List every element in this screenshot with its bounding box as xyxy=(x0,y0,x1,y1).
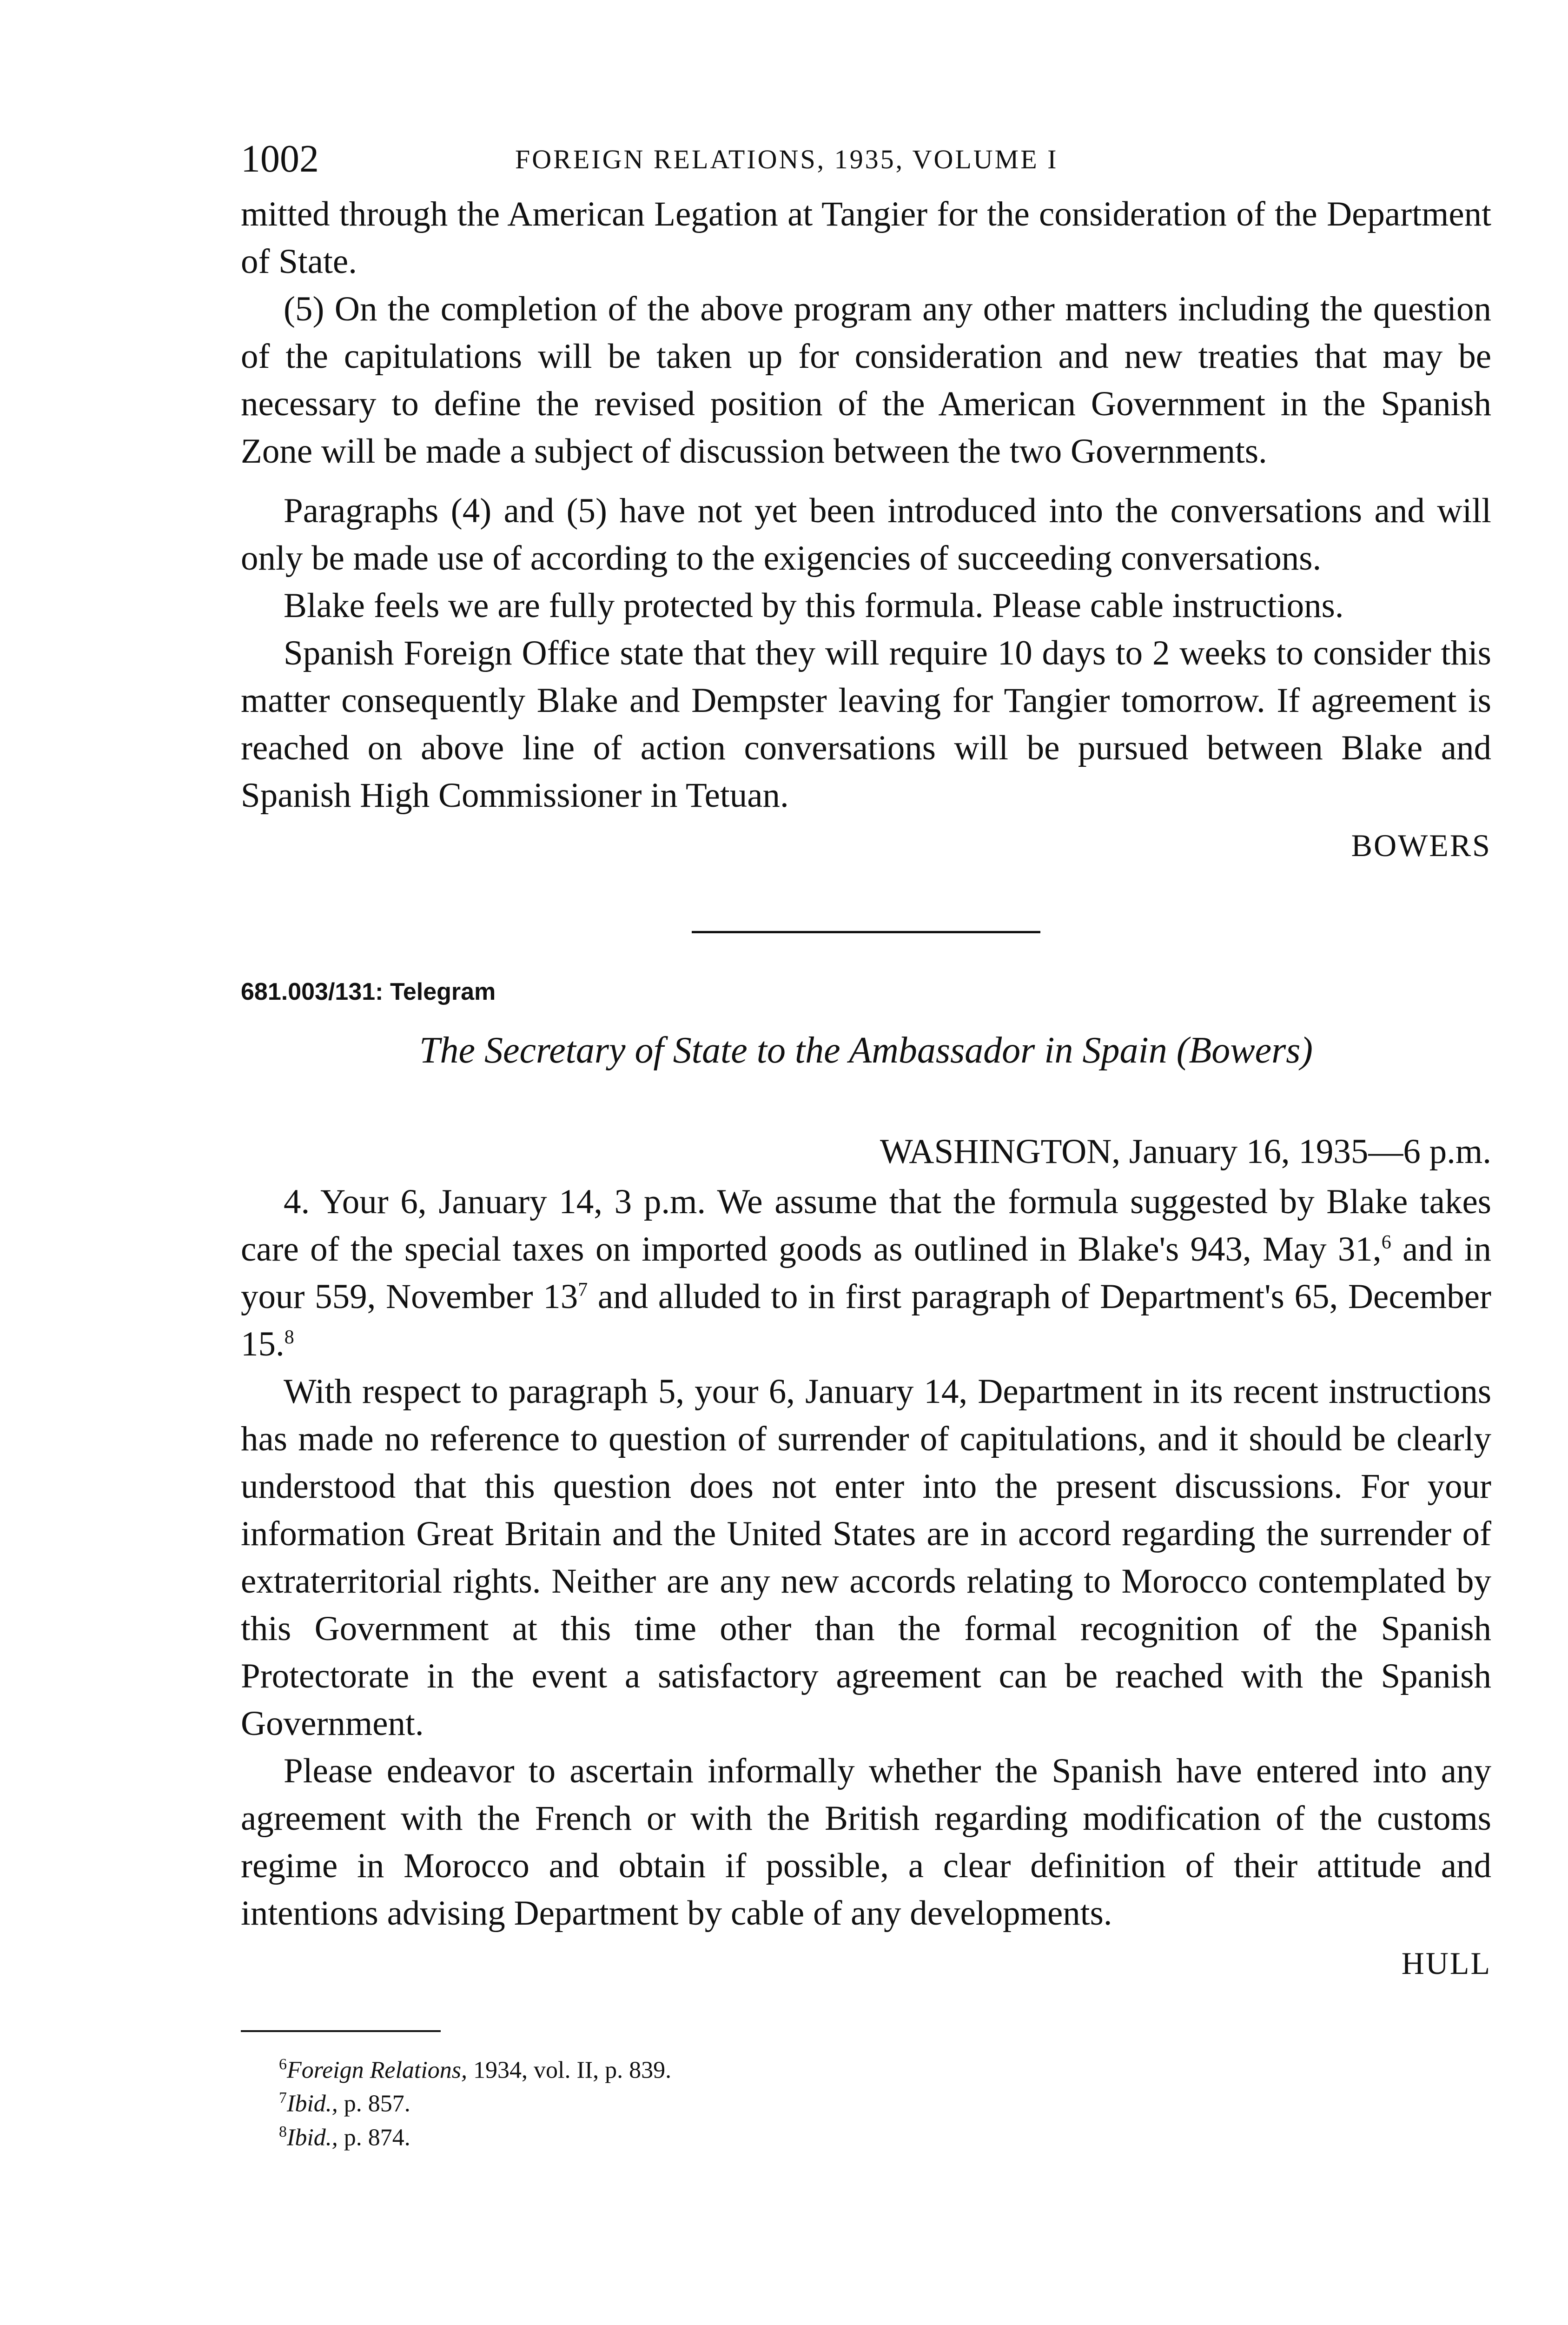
footnote-6-title: Foreign Relations, xyxy=(287,2057,468,2084)
continuation-paragraph-4: Blake feels we are fully protected by this formula. Please cable instructions. xyxy=(284,586,1344,625)
footnote-6-number: 6 xyxy=(279,2056,287,2073)
footnote-ref-7: 7 xyxy=(578,1279,588,1301)
telegram-paragraph-3: Please endeavor to ascertain informally whether the Spanish have entered into any agreement with the French or with the British regarding modification of the customs regime in Morocco and obtain if possible, a clear definition of their attitude and intentions advising Department by cable of any developments. xyxy=(241,1752,1491,1933)
continuation-paragraph-1: mitted through the American Legation at Tangier for the consideration of the Department of State. xyxy=(241,195,1491,281)
footnote-rule xyxy=(241,2030,441,2032)
document-title: The Secretary of State to the Ambassador in Spain (Bowers) xyxy=(419,1030,1313,1071)
footnote-7-number: 7 xyxy=(279,2089,287,2107)
continuation-section xyxy=(241,191,1491,819)
telegram-paragraph-1-text-c: and alluded to in first paragraph of Department's 65, December 15. xyxy=(241,1277,1492,1363)
telegram-paragraph-1-text-b: and in your 559, November 13 xyxy=(241,1230,1491,1316)
section-divider xyxy=(692,931,1040,933)
telegram-paragraph-2: With respect to paragraph 5, your 6, January 14, Department in its recent instructions has made no reference to question of surrender of capitulations, and it should be clearly understood that this question does not enter into the present discussions. For your information Great Britain and the United States are in accord regarding the surrender of extraterritorial rights. Neither are any new accords relating to Morocco contemplated by this Government at this time other than the formal recognition of the Spanish Protectorate in the event a satisfactory agreement can be reached with the Spanish Government. xyxy=(241,1372,1491,1743)
footnote-ref-8: 8 xyxy=(284,1327,294,1348)
footnotes xyxy=(241,2051,1491,2152)
continuation-paragraph-5: Spanish Foreign Office state that they will require 10 days to 2 weeks to consider this matter consequently Blake and Dempster leaving for Tangier tomorrow. If agreement is reached on above line of action conversations will be pursued between Blake and Spanish High Commissioner in Tetuan. xyxy=(241,634,1491,815)
dateline-place: WASHINGTON, xyxy=(880,1132,1121,1171)
page-header xyxy=(241,137,1491,191)
page-number: 1002 xyxy=(241,137,319,180)
footnote-ref-6: 6 xyxy=(1381,1232,1391,1253)
footnote-6 xyxy=(279,2051,1491,2084)
signature-bowers: BOWERS xyxy=(1351,828,1491,863)
document-page xyxy=(241,137,1492,2152)
dateline-date: January 16, 1935—6 p.m. xyxy=(1129,1132,1491,1171)
continuation-paragraph-2: (5) On the completion of the above program any other matters including the question of the capitulations will be taken up for consideration and new treaties that may be necessary to define the revised position of the American Government in the Spanish Zone will be made a subject of discussion between the two Governments. xyxy=(241,290,1491,471)
dateline xyxy=(241,1134,1491,1169)
telegram-paragraph-1 xyxy=(241,1178,1491,1368)
footnote-8-text: p. 874. xyxy=(337,2124,410,2151)
footnote-7 xyxy=(279,2084,1491,2118)
telegram-body xyxy=(241,1178,1491,1937)
running-head: FOREIGN RELATIONS, 1935, VOLUME I xyxy=(515,144,1059,174)
footnote-7-text: p. 857. xyxy=(337,2090,410,2117)
footnote-7-title: Ibid., xyxy=(287,2090,338,2117)
footnote-8-title: Ibid., xyxy=(287,2124,338,2151)
signature-hull: HULL xyxy=(1401,1946,1491,1981)
footnote-8-number: 8 xyxy=(279,2123,287,2140)
continuation-paragraph-3: Paragraphs (4) and (5) have not yet been introduced into the conversations and will only be made use of according to the exigencies of succeeding conversations. xyxy=(241,492,1491,578)
footnote-6-text: 1934, vol. II, p. 839. xyxy=(467,2057,672,2084)
file-reference: 681.003/131: Telegram xyxy=(241,978,496,1005)
telegram-paragraph-1-text-a: 4. Your 6, January 14, 3 p.m. We assume that the formula suggested by Blake takes care of the special taxes on imported goods as outlined in Blake's 943, May 31, xyxy=(241,1182,1491,1269)
footnote-8 xyxy=(279,2118,1491,2152)
